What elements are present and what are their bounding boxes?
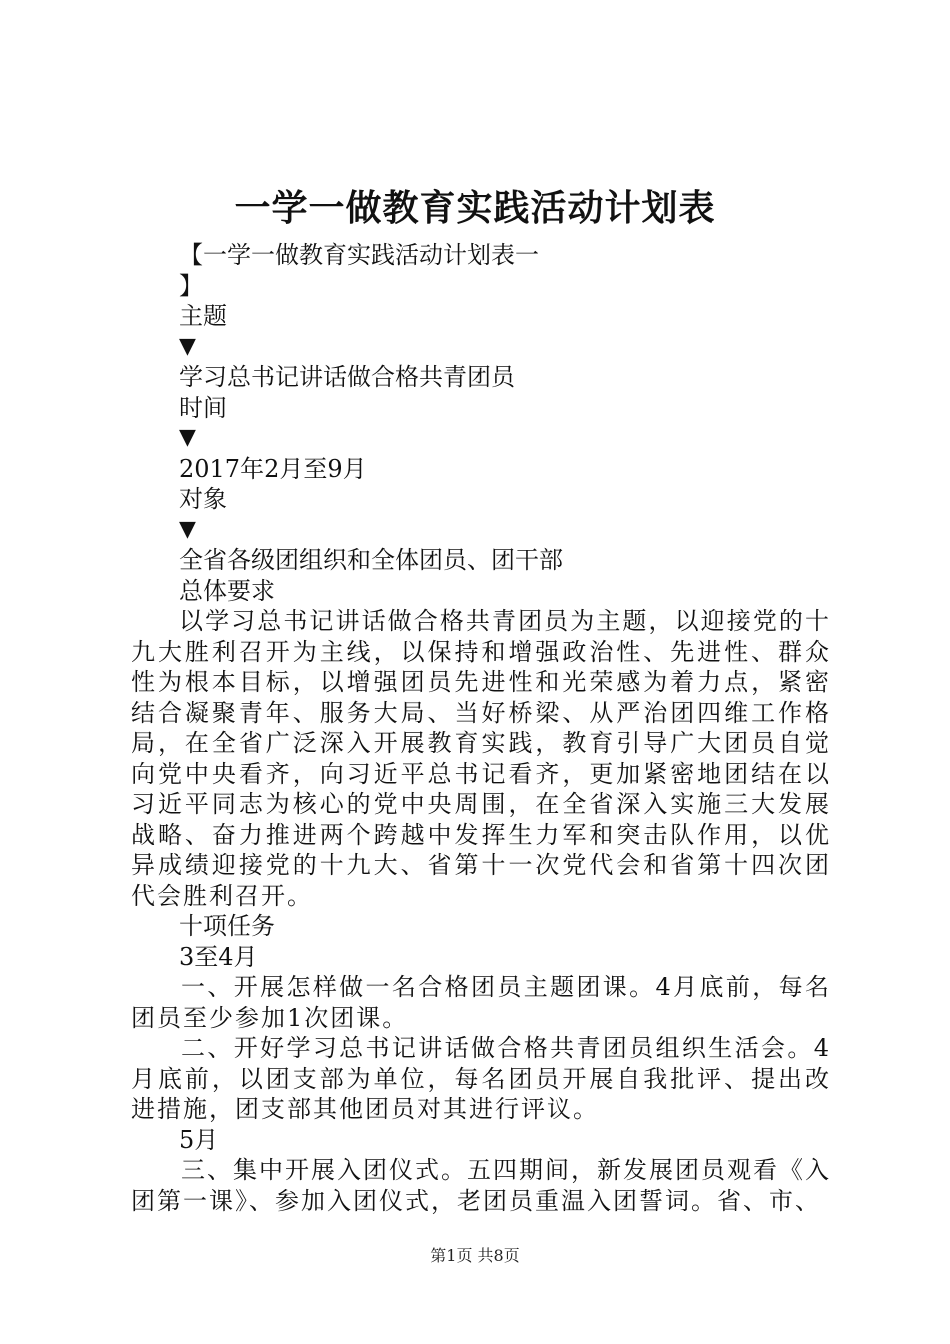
- theme-label: 主题: [179, 302, 227, 330]
- subtitle-line: [131, 240, 831, 271]
- theme-value: 学习总书记讲话做合格共青团员: [179, 363, 515, 391]
- requirement-paragraph: 以学习总书记讲话做合格共青团员为主题，以迎接党的十九大胜利召开为主线，以保持和增强政治性、先进性、群众性为根本目标，以增强团员先进性和光荣感为着力点，紧密结合凝聚青年、服务大局、当好桥梁、从严治团四维工作格局，在全省广泛深入开展教育实践，教育引导广大团员自觉向党中央看齐，向习近平总书记看齐，更加紧密地团结在以习近平同志为核心的党中央周围，在全省深入实施三大发展战略、奋力推进两个跨越中发挥生力军和突击队作用，以优异成绩迎接党的十九大、省第十一次党代会和省第十四次团代会胜利召开。: [131, 607, 831, 910]
- task-paragraph: 一、开展怎样做一名合格团员主题团课。4月底前，每名团员至少参加1次团课。: [131, 973, 831, 1032]
- task-paragraph: 三、集中开展入团仪式。五四期间，新发展团员观看《入团第一课》、参加入团仪式，老团员重温入团誓词。省、市、: [131, 1156, 831, 1215]
- period-heading: 5月: [179, 1125, 219, 1154]
- page-number-footer: 第1页 共8页: [430, 1246, 520, 1265]
- time-label: 时间: [179, 393, 227, 422]
- task-paragraph: 二、开好学习总书记讲话做合格共青团员组织生活会。4月底前，以团支部为单位，每名团员开展自我批评、提出改进措施，团支部其他团员对其进行评议。: [131, 1034, 831, 1123]
- target-value: 全省各级团组织和全体团员、团干部: [179, 546, 563, 574]
- target-label: 对象: [179, 485, 227, 513]
- subtitle-open: 【一学一做教育实践活动计划表一: [179, 241, 539, 269]
- time-value: 2017年2月至9月: [179, 454, 367, 483]
- document-title: 一学一做教育实践活动计划表: [234, 187, 716, 229]
- tasks-label: 十项任务: [179, 912, 275, 940]
- down-triangle-icon: ▼: [179, 333, 196, 359]
- period-heading: 3至4月: [179, 942, 258, 971]
- document-body: [131, 240, 831, 1216]
- requirement-label: 总体要求: [179, 576, 275, 605]
- subtitle-close: 】: [179, 271, 203, 300]
- down-triangle-icon: ▼: [179, 516, 196, 542]
- down-triangle-icon: ▼: [179, 425, 196, 450]
